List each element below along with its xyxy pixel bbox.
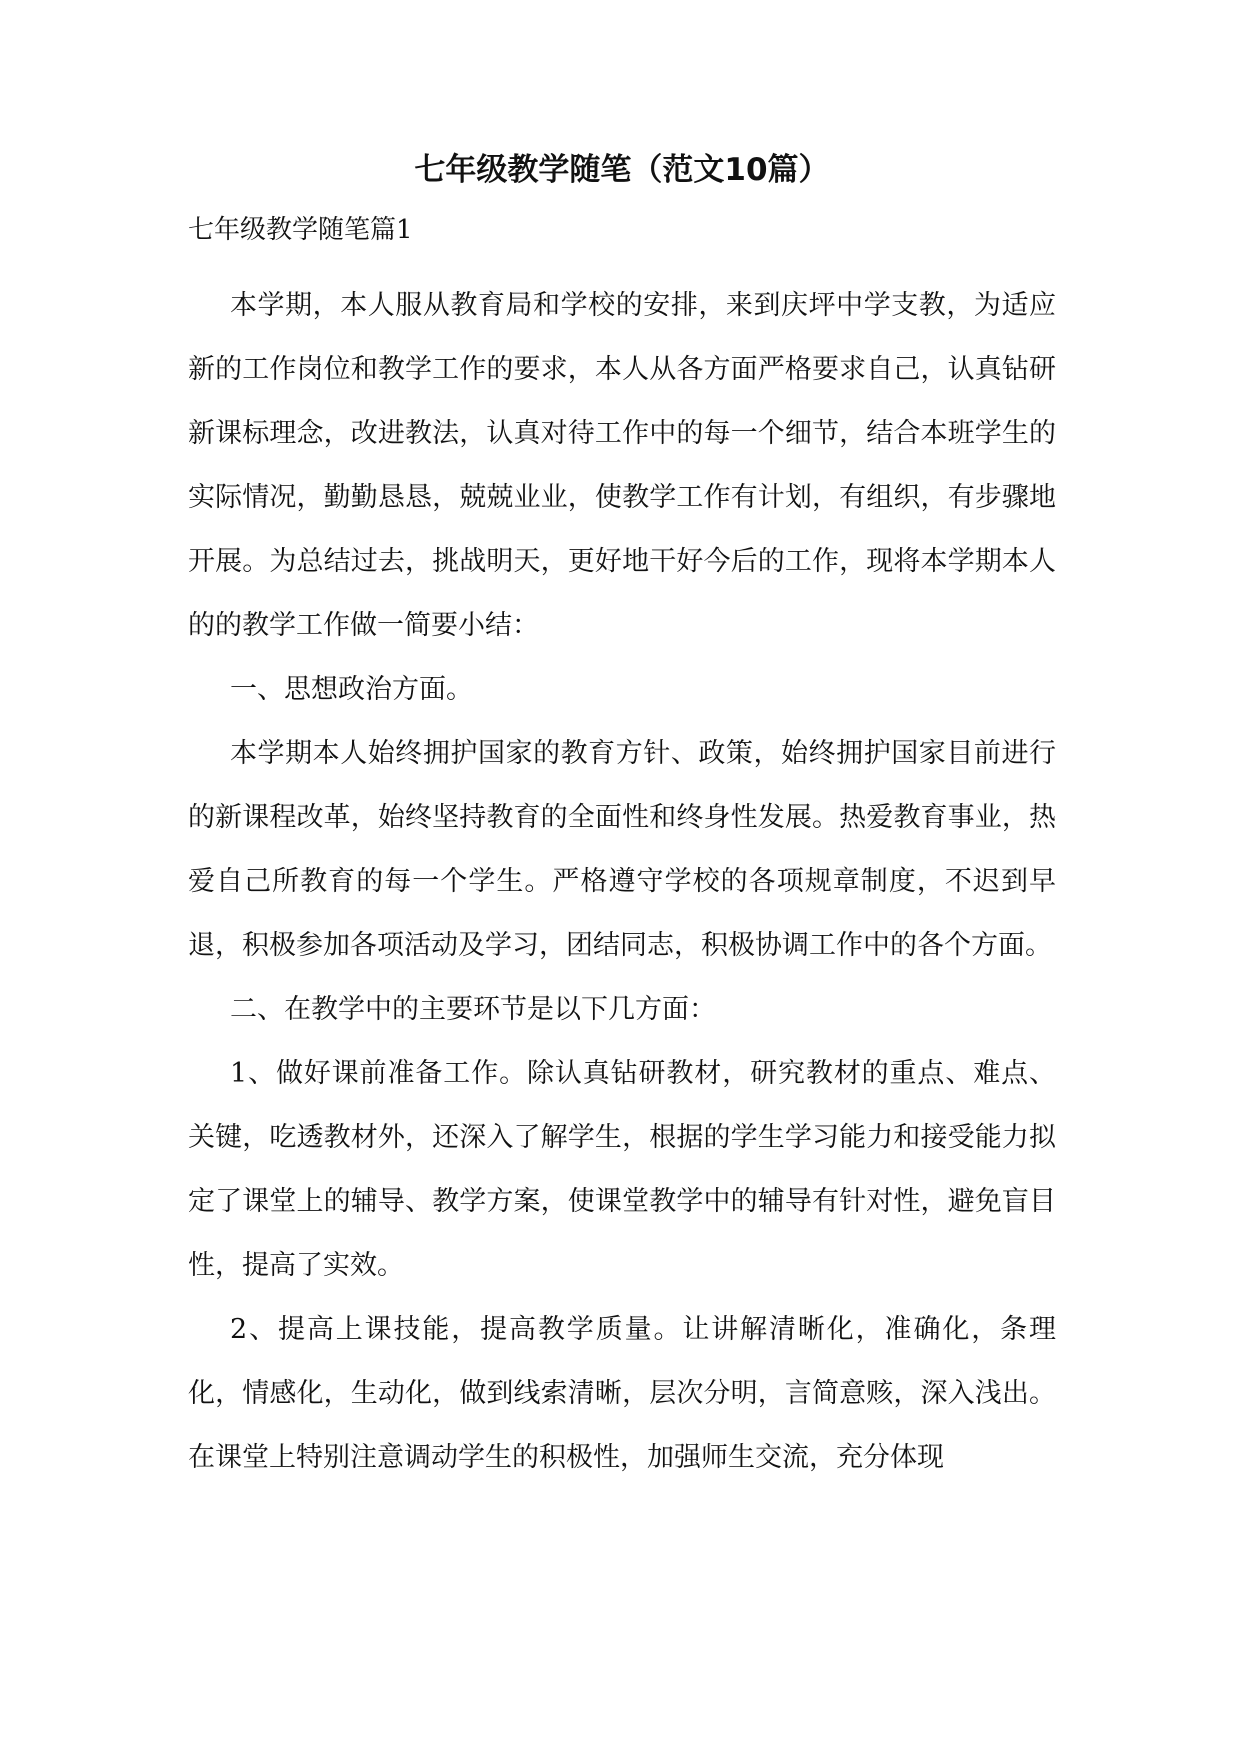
section-heading: 七年级教学随笔篇1 (188, 215, 413, 245)
paragraph-skills: 2、提高上课技能，提高教学质量。让讲解清晰化，准确化，条理化，情感化，生动化，做到线索清晰，层次分明，言简意赅，深入浅出。在课堂上特别注意调动学生的积极性，加强师生交流，充分体现 (188, 1314, 1056, 1473)
paragraph-politics: 本学期本人始终拥护国家的教育方针、政策，始终拥护国家目前进行的新课程改革，始终坚持教育的全面性和终身性发展。热爱教育事业，热爱自己所教育的每一个学生。严格遵守学校的各项规章制度，不迟到早退，积极参加各项活动及学习，团结同志，积极协调工作中的各个方面。 (188, 738, 1056, 961)
paragraph-preparation: 1、做好课前准备工作。除认真钻研教材，研究教材的重点、难点、关键，吃透教材外，还深入了解学生，根据的学生学习能力和接受能力拟定了课堂上的辅导、教学方案，使课堂教学中的辅导有针对性，避免盲目性，提高了实效。 (188, 1058, 1056, 1281)
paragraph-heading-teaching: 二、在教学中的主要环节是以下几方面： (230, 994, 716, 1025)
document-page (188, 150, 1056, 1490)
paragraph-intro: 本学期，本人服从教育局和学校的安排，来到庆坪中学支教，为适应新的工作岗位和教学工作的要求，本人从各方面严格要求自己，认真钻研新课标理念，改进教法，认真对待工作中的每一个细节，结合本班学生的实际情况，勤勤恳恳，兢兢业业，使教学工作有计划，有组织，有步骤地开展。为总结过去，挑战明天，更好地干好今后的工作，现将本学期本人的的教学工作做一简要小结： (188, 290, 1056, 641)
document-title: 七年级教学随笔（范文10篇） (414, 152, 830, 188)
paragraph-heading-politics: 一、思想政治方面。 (230, 674, 473, 705)
